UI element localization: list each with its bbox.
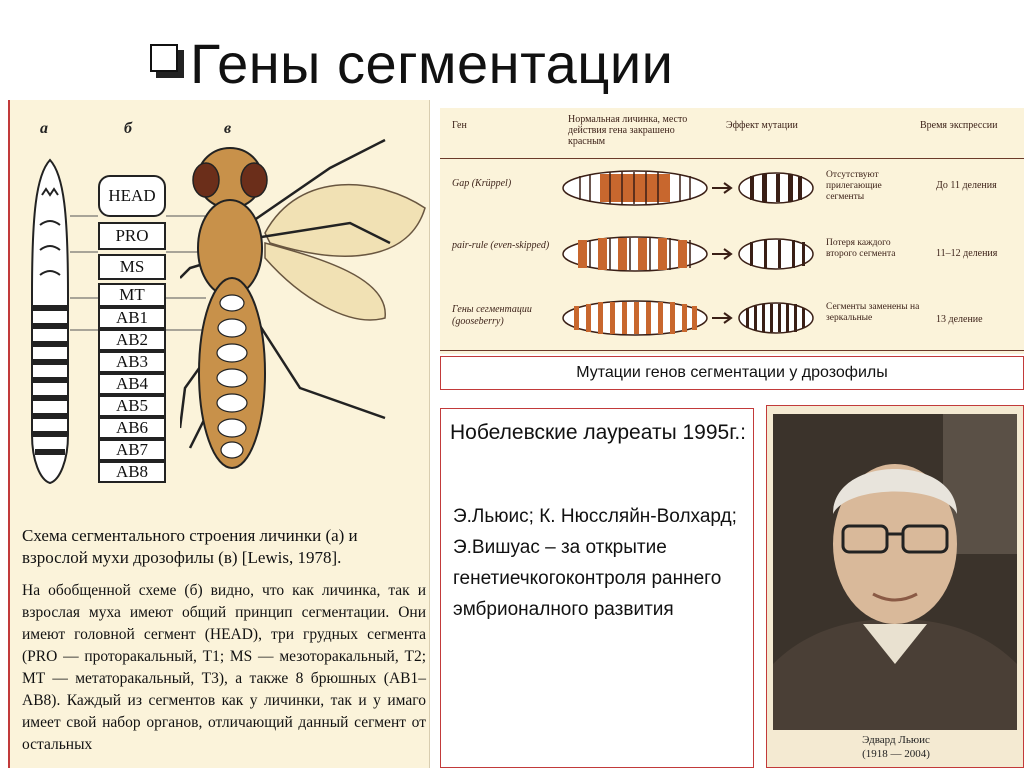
adult-fly-illustration (180, 128, 430, 488)
slide-title-text: Гены сегментации (190, 31, 674, 95)
column-label-b: б (124, 120, 132, 137)
column-label-v: в (224, 120, 232, 137)
larva-mutant-pair-rule (736, 236, 816, 272)
segment-ab2: AB2 (98, 329, 166, 351)
larva-normal-pair-rule (560, 234, 710, 274)
segment-mt: MT (98, 283, 166, 307)
segment-ms: MS (98, 254, 166, 280)
header-gene: Ген (452, 120, 467, 131)
table-rule (440, 350, 1024, 351)
nobel-laureates-box (440, 408, 754, 768)
arrow-icon (712, 180, 736, 196)
larva-normal-segment-polarity (560, 298, 710, 338)
row-effect-segment-polarity: Сегменты заменены на зеркальные (826, 302, 920, 323)
row-gene-segment-polarity: Гены сегментации (gooseberry) (452, 304, 532, 327)
segment-pro: PRO (98, 222, 166, 250)
column-label-a: а (40, 120, 48, 137)
arrow-icon (712, 310, 736, 326)
mutation-table (440, 108, 1024, 354)
larva-mutant-gap (736, 170, 816, 206)
nobel-body: Э.Льюис; К. Нюсcляйн-Волхард; Э.Вишуас – за открытие генетиечкогоконтроля раннего эмбрионалного развития (453, 506, 737, 620)
portrait-years: (1918 — 2004) (862, 748, 930, 760)
row-effect-pair-rule: Потеря каждого второго сегмента (826, 238, 896, 259)
row-time-gap: До 11 деления (936, 180, 997, 191)
nobel-title: Нобелевские лауреаты 1995г.: (450, 421, 746, 444)
segment-ab7: AB7 (98, 439, 166, 461)
segment-ab4: AB4 (98, 373, 166, 395)
row-gene-gap: Gap (Krüppel) (452, 178, 512, 189)
segment-ab8: AB8 (98, 461, 166, 483)
portrait-image (773, 414, 1017, 730)
header-expression-time: Время экспрессии (920, 120, 998, 131)
checkbox-bullet-icon (150, 44, 184, 78)
header-mutation-effect: Эффект мутации (726, 120, 798, 131)
segment-ab5: AB5 (98, 395, 166, 417)
mutation-table-caption: Мутации генов сегментации у дрозофилы (440, 356, 1024, 390)
figure-caption-title: Схема сегментального строения личинки (а) и взрослой мухи дрозофилы (в) [Lewis, 1978]. (22, 526, 358, 567)
larva-normal-gap (560, 168, 710, 208)
segmentation-figure-panel (8, 100, 430, 768)
row-time-pair-rule: 11–12 деления (936, 248, 998, 259)
table-rule (440, 158, 1024, 159)
figure-caption-body: На обобщенной схеме (б) видно, что как личинка, так и взрослая муха имеют общий принцип сегментации. Они имеют головной сегмент (HEAD), три грудных сегмента (PRO — проторакальный, T1; MS — мезоторакальный, T2; MT — метаторакальный, T3), а также 8 брюшных (AB1–AB8). Каждый из сегментов как у личинки, так и у имаго имеет свой набор органов, отличающий данный сегмент от остальных (22, 582, 426, 753)
larva-mutant-segment-polarity (736, 300, 816, 336)
slide-title (150, 28, 673, 98)
portrait-name: Эдвард Льюис (862, 734, 930, 746)
segment-head: HEAD (98, 175, 166, 217)
segment-ab3: AB3 (98, 351, 166, 373)
row-effect-gap: Отсутствуют прилегающие сегменты (826, 170, 882, 202)
row-time-segment-polarity: 13 деление (936, 314, 983, 325)
row-gene-pair-rule: pair-rule (even-skipped) (452, 240, 550, 251)
header-normal-larva: Нормальная личинка, место действия гена закрашено красным (568, 114, 688, 147)
arrow-icon (712, 246, 736, 262)
segment-ab6: AB6 (98, 417, 166, 439)
segment-ab1: AB1 (98, 307, 166, 329)
portrait-photo (766, 405, 1024, 768)
